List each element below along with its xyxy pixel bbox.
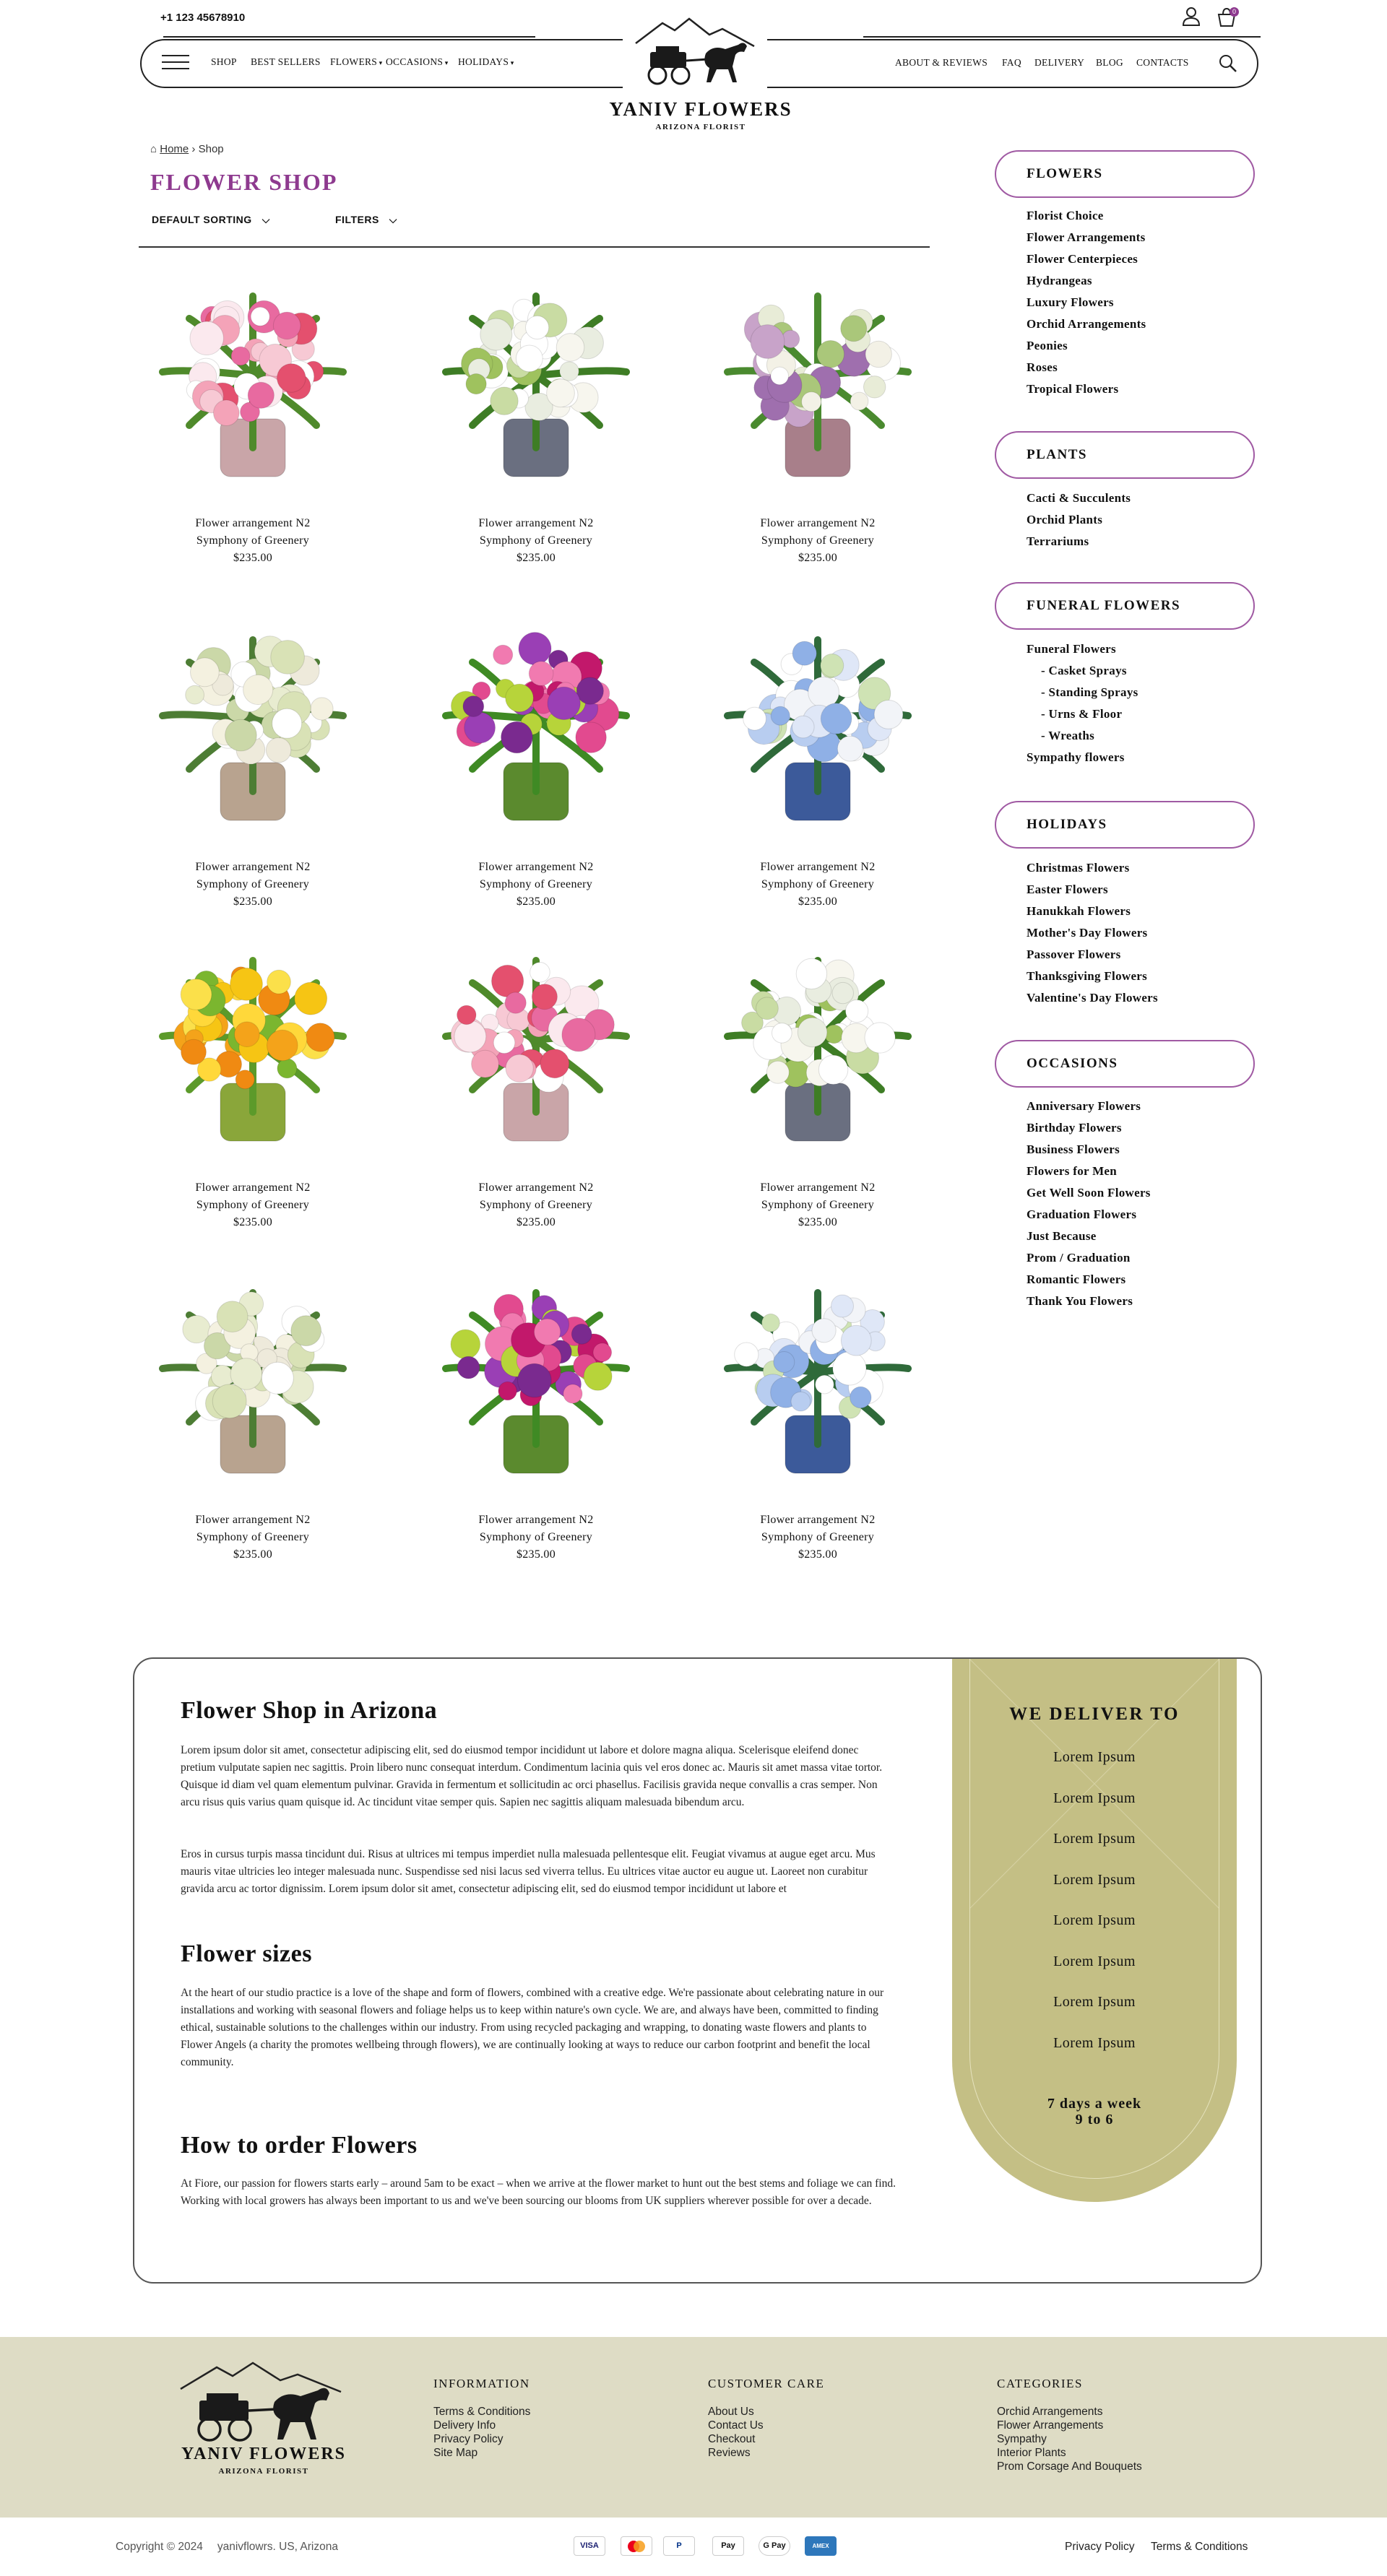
nav-flowers-label: FLOWERS (330, 56, 378, 67)
sidebar-list (1027, 1096, 1151, 1312)
footer-link[interactable]: Delivery Info (433, 2419, 496, 2432)
product-price: $235.00 (516, 895, 556, 908)
copyright-text: Copyright © 2024 (116, 2541, 203, 2553)
sidebar-item[interactable]: Flower Arrangements (1027, 230, 1146, 244)
filters-dropdown[interactable] (335, 214, 397, 226)
delivery-times (952, 2096, 1237, 2128)
product-subtitle[interactable]: Symphony of Greenery (196, 534, 310, 547)
product-image[interactable] (428, 274, 644, 491)
product-name[interactable]: Flower arrangement N2 (760, 517, 876, 529)
footer-link[interactable]: About Us (708, 2406, 754, 2418)
footer-categories-title: CATEGORIES (997, 2377, 1083, 2390)
info-paragraph-4: At Fiore, our passion for flowers starts early – around 5am to be exact – when we arrive at the flower market to hunt out the best stems and foliage we can find. Working with local growers has always been important to us and we've been sourcing our blooms from UK suppliers wherever possible for over a decade. (181, 2177, 896, 2207)
nav-faq[interactable]: FAQ (1002, 57, 1021, 68)
sidebar-item[interactable]: Cacti & Succulents (1027, 491, 1131, 505)
sidebar-item[interactable]: Christmas Flowers (1027, 861, 1130, 875)
nav-about-reviews[interactable]: ABOUT & REVIEWS (895, 57, 988, 68)
breadcrumb-home[interactable]: Home (160, 143, 189, 155)
product-name[interactable]: Flower arrangement N2 (478, 1181, 594, 1194)
product-price: $235.00 (233, 1548, 273, 1561)
footer-brand-subtitle: ARIZONA FLORIST (218, 2467, 309, 2476)
nav-flowers[interactable] (330, 56, 382, 68)
info-paragraph-1: Lorem ipsum dolor sit amet, consectetur adipiscing elit, sed do eiusmod tempor incididunt ut labore et dolore magna aliqua. Scelerisque eleifend donec pretium vulputate sapien nec sagittis. Proin libero nunc consequat interdum. Condimentum lacinia quis vel eros donec ac. Mauris sit amet massa vitae tortor. Quisque id diam vel quam elementum pulvinar. Gravida in fermentum et sollicitudin ac orci phasellus. Facilisis gravida neque convallis a cras semper. Non arcu risus quis varius quam quisque id. Ac tincidunt vitae semper quis. Sapien nec sagittis aliquam malesuada bibendum arcu. (181, 1744, 883, 1808)
breadcrumb-separator: › (191, 143, 196, 155)
sidebar-item[interactable]: Hanukkah Flowers (1027, 904, 1131, 918)
product-price: $235.00 (798, 895, 838, 908)
chevron-down-icon: ▾ (509, 59, 514, 66)
nav-top-line-left (163, 36, 535, 38)
sidebar-item[interactable]: Easter Flowers (1027, 882, 1108, 896)
product-image[interactable] (428, 939, 644, 1155)
site-text[interactable]: yanivflowrs. US, Arizona (217, 2541, 338, 2553)
product-subtitle[interactable]: Symphony of Greenery (479, 1531, 593, 1543)
sidebar-section-header[interactable] (995, 801, 1255, 849)
sidebar-item[interactable]: Graduation Flowers (1027, 1207, 1137, 1221)
product-name[interactable]: Flower arrangement N2 (195, 1514, 311, 1526)
product-price: $235.00 (798, 552, 838, 564)
breadcrumb-current: Shop (198, 143, 224, 155)
footer-link[interactable]: Terms & Conditions (433, 2406, 531, 2418)
product-name[interactable]: Flower arrangement N2 (478, 517, 594, 529)
footer-link[interactable]: Privacy Policy (433, 2433, 504, 2445)
product-image[interactable] (144, 939, 361, 1155)
product-subtitle[interactable]: Symphony of Greenery (479, 1199, 593, 1211)
chevron-down-icon: ⌵ (389, 214, 397, 225)
product-price: $235.00 (516, 1216, 556, 1228)
sidebar-section-title: HOLIDAYS (1027, 817, 1107, 832)
product-name[interactable]: Flower arrangement N2 (760, 861, 876, 873)
search-icon[interactable] (1218, 53, 1238, 74)
sidebar-section-title: OCCASIONS (1027, 1056, 1118, 1071)
nav-best-sellers[interactable]: BEST SELLERS (251, 56, 321, 67)
product-image[interactable] (709, 274, 926, 491)
product-price: $235.00 (516, 1548, 556, 1561)
info-heading-1: Flower Shop in Arizona (181, 1697, 438, 1724)
delivery-place: Lorem Ipsum (1053, 1953, 1136, 1969)
nav-occasions-label: OCCASIONS (386, 56, 444, 67)
toolbar-divider (139, 246, 930, 248)
footer-customer-care-title: CUSTOMER CARE (708, 2377, 825, 2390)
sidebar-item[interactable]: - Wreaths (1041, 729, 1095, 742)
delivery-place: Lorem Ipsum (1053, 2034, 1136, 2051)
sidebar-item[interactable]: Orchid Arrangements (1027, 317, 1146, 331)
product-price: $235.00 (516, 552, 556, 564)
footer-link[interactable]: Prom Corsage And Bouquets (997, 2460, 1142, 2473)
product-name[interactable]: Flower arrangement N2 (760, 1514, 876, 1526)
nav-occasions[interactable] (386, 56, 449, 68)
product-image[interactable] (144, 1271, 361, 1488)
product-subtitle[interactable]: Symphony of Greenery (761, 1199, 875, 1211)
sidebar-list (1027, 487, 1131, 552)
delivery-hours: 9 to 6 (1075, 2112, 1114, 2128)
product-card[interactable] (402, 618, 670, 911)
product-name[interactable]: Flower arrangement N2 (760, 1181, 876, 1194)
product-subtitle[interactable]: Symphony of Greenery (479, 534, 593, 547)
carriage-logo-icon[interactable] (173, 2359, 358, 2445)
info-paragraph-3: At the heart of our studio practice is a love of the shape and form of flowers, combined with a creative edge. We're passionate about celebrating nature in our installations and working with seasonal flowers and foliage helps us to keep within nature's own cycle. We are, and always have been, committed to finding ethical, sustainable solutions to the challenges within our industry. From using recycled packaging and wrapping, to donating waste flowers and plants to Flower Angels (a charity the promotes wellbeing through flowers), we are continually looking at ways to reduce our carbon footprint and benefit the local community. (181, 1987, 884, 2068)
sidebar-section-header[interactable] (995, 431, 1255, 479)
product-card[interactable] (684, 1271, 951, 1564)
sidebar-item[interactable]: Terrariums (1027, 534, 1089, 548)
footer-categories-links (997, 2405, 1142, 2473)
sidebar-item[interactable]: Prom / Graduation (1027, 1251, 1131, 1265)
sidebar-item[interactable]: Orchid Plants (1027, 513, 1103, 526)
chevron-down-icon: ⌵ (262, 214, 270, 225)
hamburger-menu-icon[interactable] (162, 55, 189, 71)
sidebar-item[interactable]: Flower Centerpieces (1027, 252, 1138, 266)
delivery-place: Lorem Ipsum (1053, 1912, 1136, 1928)
product-name[interactable]: Flower arrangement N2 (195, 517, 311, 529)
sidebar-item[interactable]: Peonies (1027, 339, 1068, 352)
sidebar-section-header[interactable] (995, 582, 1255, 630)
info-heading-3: How to order Flowers (181, 2132, 418, 2159)
product-subtitle[interactable]: Symphony of Greenery (761, 878, 875, 890)
footer-privacy-link[interactable]: Privacy Policy (1065, 2541, 1135, 2553)
sidebar-list (1027, 205, 1146, 400)
sidebar-item[interactable]: - Standing Sprays (1041, 685, 1138, 699)
footer-information-links (433, 2405, 530, 2460)
sidebar-item[interactable]: Anniversary Flowers (1027, 1099, 1141, 1113)
product-image[interactable] (428, 1271, 644, 1488)
filters-label: FILTERS (335, 214, 379, 225)
sidebar-item[interactable]: Funeral Flowers (1027, 642, 1116, 656)
product-card[interactable] (684, 274, 951, 567)
product-price: $235.00 (233, 895, 273, 908)
nav-top-line-right (863, 36, 1261, 38)
user-icon[interactable] (1182, 6, 1201, 26)
product-price: $235.00 (798, 1548, 838, 1561)
sidebar-item[interactable]: Just Because (1027, 1229, 1097, 1243)
footer-link[interactable]: Orchid Arrangements (997, 2406, 1103, 2418)
delivery-days: 7 days a week (1047, 2096, 1142, 2112)
paypal-icon: P (663, 2536, 695, 2556)
header-phone[interactable]: +1 123 45678910 (160, 12, 246, 24)
sidebar-section-header[interactable] (995, 1040, 1255, 1088)
info-heading-2: Flower sizes (181, 1940, 312, 1967)
footer-link[interactable]: Site Map (433, 2447, 478, 2459)
copyright (116, 2541, 338, 2554)
product-price: $235.00 (233, 1216, 273, 1228)
apple-pay-icon: Pay (712, 2536, 744, 2556)
product-card[interactable] (684, 939, 951, 1231)
product-subtitle[interactable]: Symphony of Greenery (196, 878, 310, 890)
delivery-place: Lorem Ipsum (1053, 1749, 1136, 1765)
footer-link[interactable]: Contact Us (708, 2419, 764, 2432)
sidebar-item[interactable]: Mother's Day Flowers (1027, 926, 1148, 940)
product-subtitle[interactable]: Symphony of Greenery (761, 534, 875, 547)
chevron-down-icon: ▾ (377, 59, 383, 66)
sidebar-item[interactable]: Luxury Flowers (1027, 295, 1114, 309)
footer-information-title: INFORMATION (433, 2377, 530, 2390)
footer-terms-link[interactable]: Terms & Conditions (1151, 2541, 1248, 2553)
brand-subtitle: ARIZONA FLORIST (655, 123, 746, 131)
visa-icon: VISA (574, 2536, 605, 2556)
product-image[interactable] (709, 618, 926, 835)
footer-link[interactable]: Checkout (708, 2433, 756, 2445)
info-paragraph-2: Eros in cursus turpis massa tincidunt dui. Risus at ultrices mi tempus imperdiet nulla malesuada pellentesque elit. Feugiat vivamus at augue eget arcu. Mus mauris vitae ultricies leo integer malesuada nunc. Suspendisse sed nisi lacus sed viverra tellus. Eu ultrices vitae auctor eu augue ut. Laoreet non curabitur gravida arcu ac tortor dignissim. Lorem ipsum dolor sit amet, consectetur adipiscing elit, sed do eiusmod tempor incididunt ut labore et (181, 1848, 876, 1895)
delivery-title: WE DELIVER TO (1009, 1704, 1180, 1724)
sidebar-section-title: PLANTS (1027, 447, 1087, 462)
sidebar-item[interactable]: Florist Choice (1027, 209, 1104, 222)
footer-brand-name[interactable]: YANIV FLOWERS (181, 2445, 347, 2463)
sidebar-section-title: FUNERAL FLOWERS (1027, 598, 1181, 613)
product-name[interactable]: Flower arrangement N2 (478, 1514, 594, 1526)
sidebar-item[interactable]: Valentine's Day Flowers (1027, 991, 1158, 1005)
sidebar-item[interactable]: Business Flowers (1027, 1142, 1120, 1156)
delivery-place: Lorem Ipsum (1053, 1994, 1136, 2010)
product-subtitle[interactable]: Symphony of Greenery (479, 878, 593, 890)
sidebar-item[interactable]: Hydrangeas (1027, 274, 1092, 287)
mastercard-icon (621, 2536, 652, 2556)
sidebar-item[interactable]: Romantic Flowers (1027, 1272, 1126, 1286)
nav-shop[interactable]: SHOP (211, 56, 237, 67)
footer-link[interactable]: Flower Arrangements (997, 2419, 1104, 2432)
sorting-dropdown[interactable] (152, 214, 270, 226)
nav-delivery[interactable]: DELIVERY (1034, 57, 1085, 68)
breadcrumb (150, 143, 224, 155)
footer-customer-care-links (708, 2405, 764, 2460)
brand-name[interactable]: YANIV FLOWERS (609, 98, 792, 120)
product-name[interactable]: Flower arrangement N2 (195, 861, 311, 873)
nav-holidays-label: HOLIDAYS (458, 56, 509, 67)
nav-blog[interactable]: BLOG (1096, 57, 1123, 68)
product-image[interactable] (144, 618, 361, 835)
product-name[interactable]: Flower arrangement N2 (195, 1181, 311, 1194)
sidebar-item[interactable]: Roses (1027, 360, 1058, 374)
product-price: $235.00 (233, 552, 273, 564)
sidebar-item[interactable]: Sympathy flowers (1027, 750, 1125, 764)
nav-contacts[interactable]: CONTACTS (1136, 57, 1189, 68)
product-price: $235.00 (798, 1216, 838, 1228)
sidebar-section-title: FLOWERS (1027, 166, 1103, 181)
product-subtitle[interactable]: Symphony of Greenery (196, 1199, 310, 1211)
sidebar-item[interactable]: Get Well Soon Flowers (1027, 1186, 1151, 1200)
product-card[interactable] (119, 1271, 386, 1564)
product-card[interactable] (119, 618, 386, 911)
footer-link[interactable]: Reviews (708, 2447, 751, 2459)
product-card[interactable] (402, 274, 670, 567)
product-card[interactable] (402, 939, 670, 1231)
product-subtitle[interactable]: Symphony of Greenery (196, 1531, 310, 1543)
product-image[interactable] (144, 274, 361, 491)
carriage-logo-icon[interactable] (630, 16, 767, 91)
product-image[interactable] (709, 939, 926, 1155)
sidebar-item[interactable]: - Urns & Floor (1041, 707, 1123, 721)
product-card[interactable] (402, 1271, 670, 1564)
product-subtitle[interactable]: Symphony of Greenery (761, 1531, 875, 1543)
product-name[interactable]: Flower arrangement N2 (478, 861, 594, 873)
product-image[interactable] (709, 1271, 926, 1488)
google-pay-icon: G Pay (759, 2536, 790, 2556)
sidebar-item[interactable]: Flowers for Men (1027, 1164, 1118, 1178)
sidebar-item[interactable]: Thank You Flowers (1027, 1294, 1133, 1308)
home-icon[interactable]: ⌂ (150, 143, 157, 155)
product-card[interactable] (119, 274, 386, 567)
sorting-label: DEFAULT SORTING (152, 214, 252, 225)
sidebar-item[interactable]: Thanksgiving Flowers (1027, 969, 1148, 983)
sidebar-item[interactable]: - Casket Sprays (1041, 664, 1127, 677)
delivery-place: Lorem Ipsum (1053, 1831, 1136, 1847)
page-title: FLOWER SHOP (150, 169, 338, 195)
sidebar-item[interactable]: Tropical Flowers (1027, 382, 1119, 396)
footer-link[interactable]: Interior Plants (997, 2447, 1066, 2459)
sidebar-item[interactable]: Passover Flowers (1027, 947, 1121, 961)
delivery-place: Lorem Ipsum (1053, 1790, 1136, 1806)
product-image[interactable] (428, 618, 644, 835)
nav-holidays[interactable] (458, 56, 514, 68)
footer-link[interactable]: Sympathy (997, 2433, 1047, 2445)
sidebar-section-header[interactable] (995, 150, 1255, 198)
delivery-place: Lorem Ipsum (1053, 1871, 1136, 1888)
chevron-down-icon: ▾ (443, 59, 449, 66)
sidebar-item[interactable]: Birthday Flowers (1027, 1121, 1122, 1135)
sidebar-list (1027, 857, 1158, 1009)
product-card[interactable] (684, 618, 951, 911)
product-card[interactable] (119, 939, 386, 1231)
amex-icon: AMEX (805, 2536, 837, 2556)
sidebar-list (1027, 638, 1138, 768)
cart-count-badge: 0 (1230, 7, 1239, 17)
